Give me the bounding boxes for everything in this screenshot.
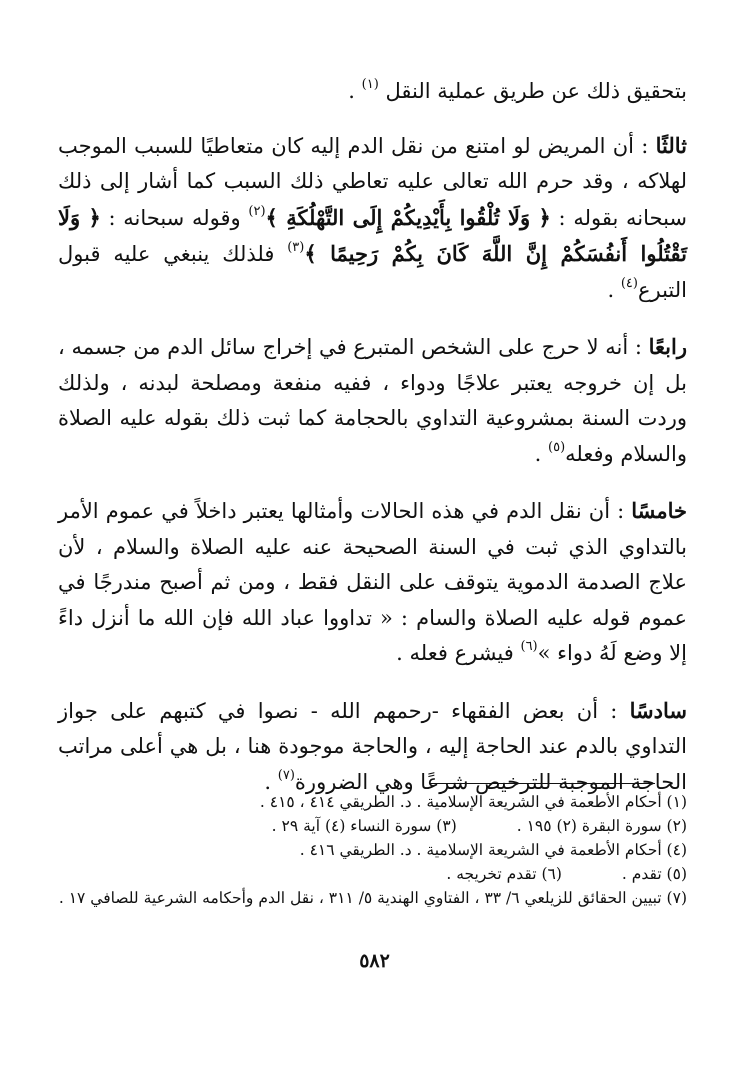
footnote-7: (٧) تبيين الحقائق للزيلعي ٦/ ٣٣ ، الفتاوي الهندية ٥/ ٣١١ ، نقل الدم وأحكامه الشرعية للصافي ١٧ . (58, 889, 687, 907)
footnote-5: (٥) تقدم . (621, 865, 687, 883)
footnote-6: (٦) تقدم تخريجه . (446, 865, 562, 883)
paragraph-intro (58, 74, 687, 110)
paragraph-text: بتحقيق ذلك عن طريق عملية النقل (385, 79, 687, 103)
paragraph-tail: . (264, 769, 278, 794)
paragraph-fifth (58, 493, 687, 672)
footnote-ref: (٤) (620, 275, 638, 291)
footnote-ref: (٢) (248, 203, 266, 219)
paragraph-heading: ثالثًا (655, 132, 687, 158)
footnote-2: (٢) سورة البقرة (٢) ١٩٥ . (516, 817, 687, 835)
paragraph-text: فلذلك ينبغي عليه قبول التبرع (58, 242, 687, 302)
paragraph-fourth (58, 329, 687, 472)
paragraph-text: : أن المريض لو امتنع من نقل الدم إليه كان متعاطيًا للسبب الموجب لهلاكه ، وقد حرم الله تعالى عليه تعاطي ذلك السبب كما أشار إلى ذلك سبحانه بقوله : (58, 133, 687, 230)
main-text (58, 74, 687, 821)
quran-verse: ﴿ وَلَا تَقْتُلُوا أَنفُسَكُمْ إِنَّ اللَّهَ كَانَ بِكُمْ رَحِيمًا ﴾ (58, 204, 687, 266)
footnote-1: (١) أحكام الأطعمة في الشريعة الإسلامية . د. الطريقي ٤١٤ ، ٤١٥ . (259, 793, 687, 811)
paragraph-text: : أنه لا حرج على الشخص المتبرع في إخراج سائل الدم من جسمه ، بل إن خروجه يعتبر علاجًا ودواء ، ففيه منفعة ومصلحة لبدنه ، ولذلك وردت السنة بمشروعية التداوي بالحجامة كما ثبت ذلك بقوله عليه الصلاة والسلام وفعله (58, 335, 687, 466)
paragraph-tail: . (534, 441, 549, 466)
footnote-ref: (٣) (287, 240, 305, 255)
footnote-row (48, 862, 687, 886)
footnote-row (48, 814, 687, 838)
paragraph-third (58, 128, 687, 309)
footnote-3: (٣) سورة النساء (٤) آية ٢٩ . (271, 817, 457, 835)
footnote-ref: (٧) (277, 767, 295, 783)
paragraph-text: : أن بعض الفقهاء -رحمهم الله - نصوا في كتبهم على جواز التداوي بالدم عند الحاجة إليه ، والحاجة موجودة هنا ، بل هي أعلى مراتب الحاجة الموجبة للترخيص شرعًا وهي الضرورة (58, 698, 687, 794)
footnote-divider (430, 783, 655, 784)
paragraph-tail: . (348, 79, 355, 103)
footnote-ref: (٦) (520, 639, 538, 654)
quran-verse: ﴿ وَلَا تُلْقُوا بِأَيْدِيكُمْ إِلَى التَّهْلُكَةِ ﴾ (265, 204, 551, 230)
page-number: ٥٨٢ (359, 950, 390, 972)
paragraph-text: وقوله سبحانه : (100, 205, 249, 230)
footnotes (48, 790, 687, 910)
footnote-4: (٤) أحكام الأطعمة في الشريعة الإسلامية . د. الطريقي ٤١٦ . (299, 841, 687, 859)
paragraph-heading: سادسًا (629, 697, 687, 723)
paragraph-text: : أن نقل الدم في هذه الحالات وأمثالها يعتبر داخلاً في عموم الأمر بالتداوي الذي ثبت في السنة الصحيحة عنه عليه الصلاة والسلام ، لأن علاج الصدمة الدموية يتوقف على النقل فقط ، ومن ثم أصبح مندرجًا في عموم قوله عليه الصلاة والسام : « تداووا عباد الله فإن الله ما أنزل داءً إلا وضع لَهُ دواء » (58, 499, 687, 665)
footnote-ref: (١) (361, 77, 379, 92)
paragraph-tail: فيشرع فعله . (396, 641, 521, 665)
paragraph-heading: خامسًا (631, 498, 687, 523)
paragraph-tail: . (607, 277, 621, 302)
footnote-ref: (٥) (548, 439, 566, 455)
paragraph-heading: رابعًا (648, 334, 687, 359)
